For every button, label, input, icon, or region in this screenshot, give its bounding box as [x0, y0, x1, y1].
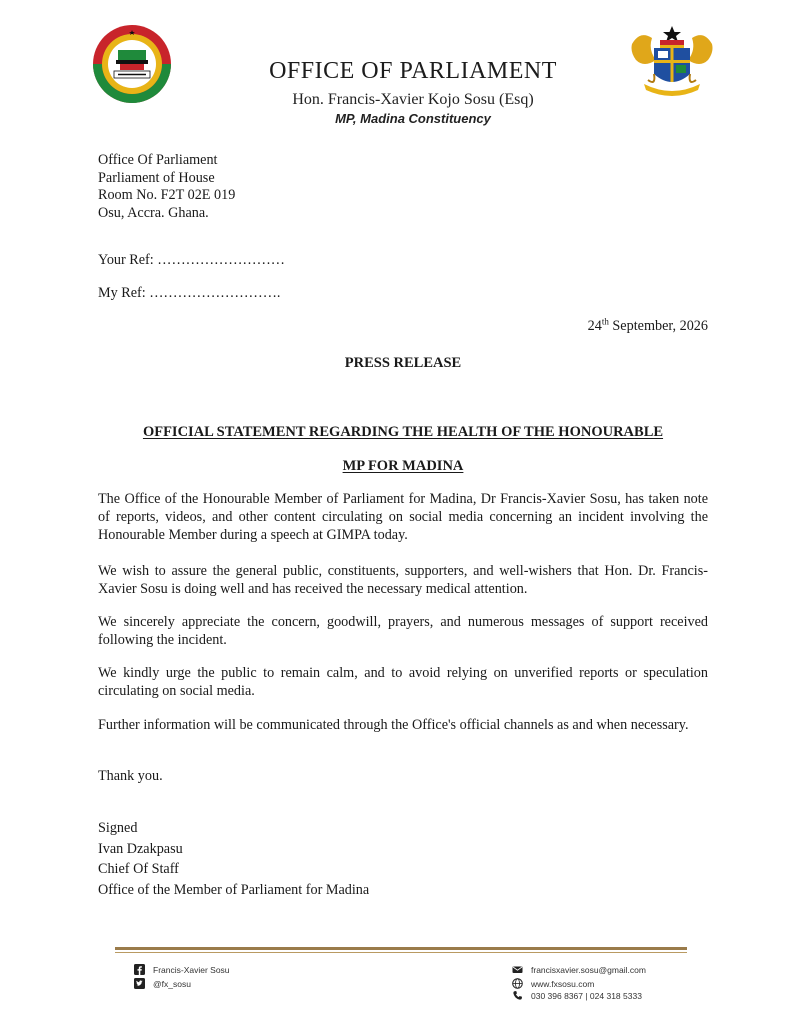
footer-divider — [115, 947, 687, 950]
statement-title-line2: MP FOR MADINA — [342, 458, 464, 474]
my-ref: My Ref: ………………………. — [98, 285, 281, 301]
signed-label: Signed — [98, 820, 138, 836]
globe-icon — [512, 978, 523, 989]
paragraph-3: We sincerely appreciate the concern, goodwill, prayers, and numerous messages of support received following the incident. — [98, 614, 708, 648]
footer-facebook[interactable] — [134, 964, 230, 975]
letterhead-constituency: MP, Madina Constituency — [335, 111, 491, 126]
paragraph-2: We wish to assure the general public, constituents, supporters, and well-wishers that Hon. Dr. Francis-Xavier Sosu is doing well and has received the necessary medical attention. — [98, 563, 708, 597]
date-suffix: th — [601, 316, 609, 327]
signatory-name: Ivan Dzakpasu — [98, 840, 183, 857]
letter-date — [588, 318, 708, 335]
footer-phone[interactable] — [512, 990, 642, 1001]
sender-address — [98, 152, 235, 222]
twitter-handle: @fx_sosu — [153, 978, 191, 989]
date-rest: September, 2026 — [608, 318, 708, 334]
letterhead-title: OFFICE OF PARLIAMENT — [269, 58, 557, 84]
statement-title-line1: OFFICIAL STATEMENT REGARDING THE HEALTH OF THE HONOURABLE — [142, 424, 664, 440]
phone-numbers: 030 396 8367 | 024 318 5333 — [531, 990, 642, 1001]
website-url: www.fxsosu.com — [531, 978, 595, 989]
twitter-icon — [134, 978, 145, 989]
footer-website[interactable] — [512, 978, 594, 989]
letterhead-mp-name: Hon. Francis-Xavier Kojo Sosu (Esq) — [292, 91, 534, 108]
email-icon — [512, 964, 523, 975]
facebook-handle: Francis-Xavier Sosu — [153, 964, 230, 975]
address-line: Osu, Accra. Ghana. — [98, 204, 209, 221]
signature-block — [98, 820, 369, 902]
address-line: Room No. F2T 02E 019 — [98, 187, 236, 203]
address-line: Office Of Parliament — [98, 152, 218, 168]
signatory-office: Office of the Member of Parliament for Madina — [98, 881, 370, 898]
press-release-heading: PRESS RELEASE — [344, 355, 462, 371]
address-line: Parliament of House — [98, 169, 215, 186]
paragraph-5: Further information will be communicated through the Office's official channels as and when necessary. — [98, 717, 689, 733]
paragraph-1: The Office of the Honourable Member of Parliament for Madina, Dr Francis-Xavier Sosu, has taken note of reports, videos, and other content circulating on social media concerning an incident involving the Honourable Member during a speech at GIMPA today. — [98, 491, 708, 543]
footer-divider-thin — [115, 952, 687, 953]
signatory-role: Chief Of Staff — [98, 861, 179, 877]
footer-email[interactable] — [512, 964, 646, 975]
paragraph-4: We kindly urge the public to remain calm, and to avoid relying on unverified reports or speculation circulating on social media. — [98, 665, 708, 699]
email-address: francisxavier.sosu@gmail.com — [531, 964, 646, 975]
footer-twitter[interactable] — [134, 978, 191, 989]
phone-icon — [512, 990, 523, 1001]
date-day: 24 — [587, 318, 602, 334]
facebook-icon — [134, 964, 145, 975]
thank-you: Thank you. — [98, 768, 163, 784]
your-ref: Your Ref: ……………………… — [98, 252, 285, 268]
